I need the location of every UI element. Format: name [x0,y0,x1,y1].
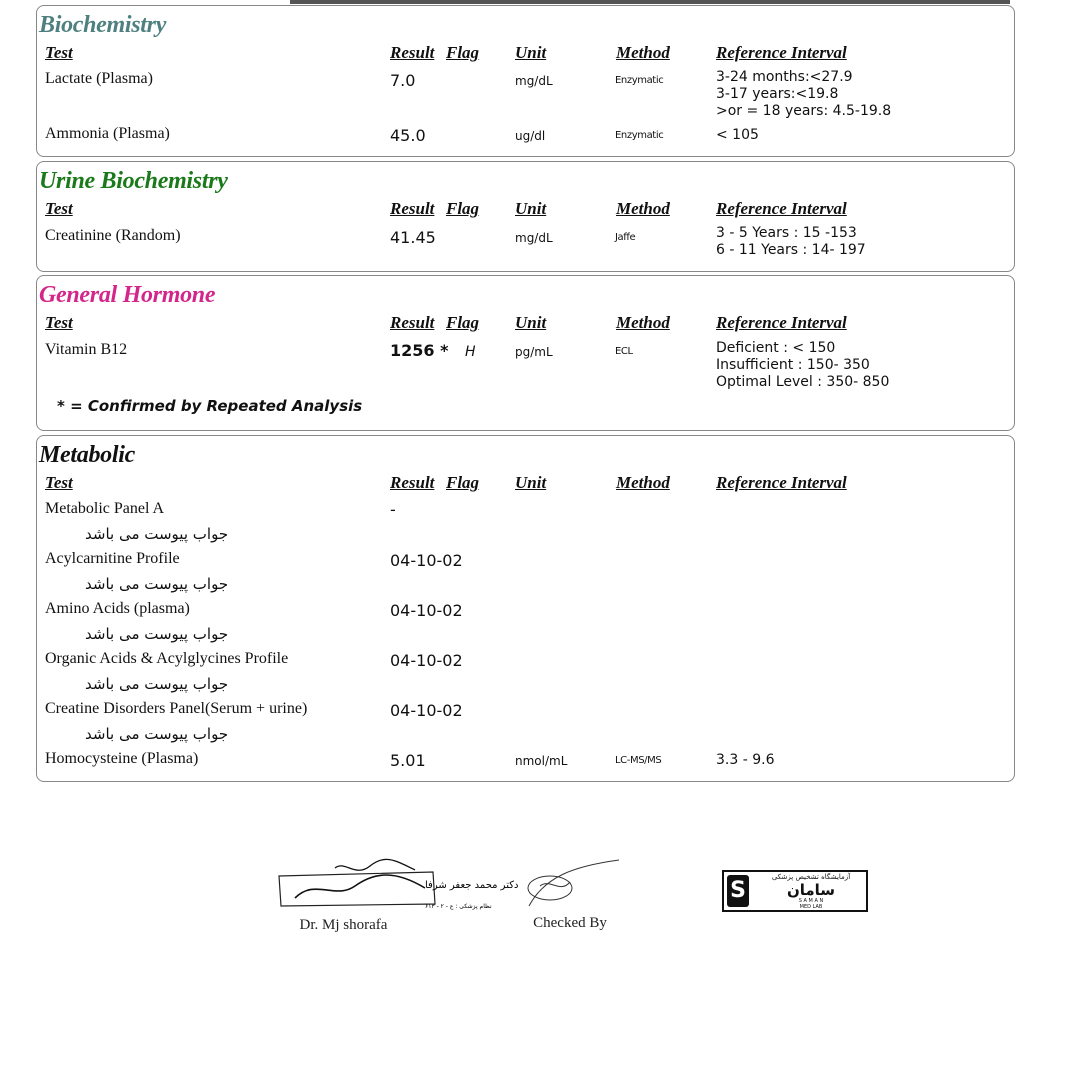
header-flag: Flag [446,473,480,492]
header-method: Method [616,43,670,62]
attached-result-note: جواب پیوست می باشد [85,675,229,693]
test-result: 04-10-02 [390,601,463,620]
header-method: Method [616,473,670,492]
header-reference: Reference Interval [716,43,847,62]
header-test: Test [45,313,73,332]
reference-interval: < 105 [716,127,759,143]
stamp-name-text: دکتر محمد جعفر شرفا [425,880,519,891]
attached-result-note: جواب پیوست می باشد [85,625,229,643]
header-flag: Flag [446,43,480,62]
header-unit: Unit [515,473,547,492]
test-name: Metabolic Panel A [45,500,165,517]
stamp-license-text: نظام پزشکی : ع - ۲ - ۶۱۳ [425,903,492,910]
section-title: Metabolic [39,442,135,468]
test-name: Organic Acids & Acylglycines Profile [45,650,289,667]
test-method: Enzymatic [615,75,664,86]
test-unit: mg/dL [515,74,553,88]
test-unit: nmol/mL [515,754,568,768]
doctor-stamp-icon [275,858,519,914]
header-unit: Unit [515,43,547,62]
confirmation-note: * = Confirmed by Repeated Analysis [57,397,363,415]
lab-name-en-sub: MED LAB [799,904,823,910]
header-result: Result [390,313,435,332]
lab-stamp [722,870,868,912]
section-title: Urine Biochemistry [39,168,228,194]
test-result: 04-10-02 [390,701,463,720]
test-name: Ammonia (Plasma) [45,125,170,142]
header-method: Method [616,199,670,218]
test-flag: H [465,344,476,360]
attached-result-note: جواب پیوست می باشد [85,575,229,593]
header-result: Result [390,43,435,62]
header-reference: Reference Interval [716,473,847,492]
checked-by-signature [515,856,625,932]
test-result: 7.0 [390,71,416,90]
header-reference: Reference Interval [716,313,847,332]
test-unit: ug/dl [515,129,546,143]
reference-interval: 3.3 - 9.6 [716,752,775,768]
reference-interval: Deficient : < 150 Insufficient : 150- 350 Optimal Level : 350- 850 [716,340,890,390]
test-method: Jaffe [615,232,636,243]
test-name: Lactate (Plasma) [45,70,153,87]
test-unit: pg/mL [515,345,553,359]
test-method: LC-MS/MS [615,755,662,766]
test-name: Creatinine (Random) [45,227,181,244]
test-result: 04-10-02 [390,651,463,670]
doctor-name: Dr. Mj shorafa [299,917,388,933]
top-rule [290,0,1010,4]
checked-by-label: Checked By [533,915,607,931]
test-result: 41.45 [390,228,436,247]
reference-interval: 3-24 months:<27.9 3-17 years:<19.8 >or = 18 years: 4.5-19.8 [716,69,892,119]
section-title: Biochemistry [39,12,167,38]
header-flag: Flag [446,313,480,332]
header-method: Method [616,313,670,332]
attached-result-note: جواب پیوست می باشد [85,525,229,543]
test-unit: mg/dL [515,231,553,245]
header-reference: Reference Interval [716,199,847,218]
biochemistry-panel [36,5,1015,157]
handwritten-signature-icon [515,856,625,912]
header-result: Result [390,473,435,492]
header-unit: Unit [515,199,547,218]
metabolic-panel [36,435,1015,782]
header-unit: Unit [515,313,547,332]
header-flag: Flag [446,199,480,218]
section-title: General Hormone [39,282,216,308]
lab-subtitle: آزمایشگاه تشخیص پزشکی [771,873,851,881]
urine-biochemistry-panel [36,161,1015,272]
attached-result-note: جواب پیوست می باشد [85,725,229,743]
reference-interval: 3 - 5 Years : 15 -153 6 - 11 Years : 14- 197 [716,225,866,258]
header-test: Test [45,43,73,62]
test-result: 45.0 [390,126,426,145]
test-result: - [390,500,396,519]
test-result: 5.01 [390,751,426,770]
lab-logo-icon: S [727,875,749,907]
lab-name-en: S A M A N [798,898,824,904]
test-method: Enzymatic [615,130,664,141]
test-name: Acylcarnitine Profile [45,550,180,567]
test-result: 04-10-02 [390,551,463,570]
header-result: Result [390,199,435,218]
test-method: ECL [615,346,633,357]
header-test: Test [45,199,73,218]
lab-name: سامان [786,881,836,899]
general-hormone-panel [36,275,1015,431]
test-name: Vitamin B12 [45,341,128,358]
header-test: Test [45,473,73,492]
test-result: 1256 * [390,341,449,360]
test-name: Amino Acids (plasma) [45,600,190,617]
test-name: Homocysteine (Plasma) [45,750,199,767]
doctor-signature [275,858,519,934]
test-name: Creatine Disorders Panel(Serum + urine) [45,700,308,717]
